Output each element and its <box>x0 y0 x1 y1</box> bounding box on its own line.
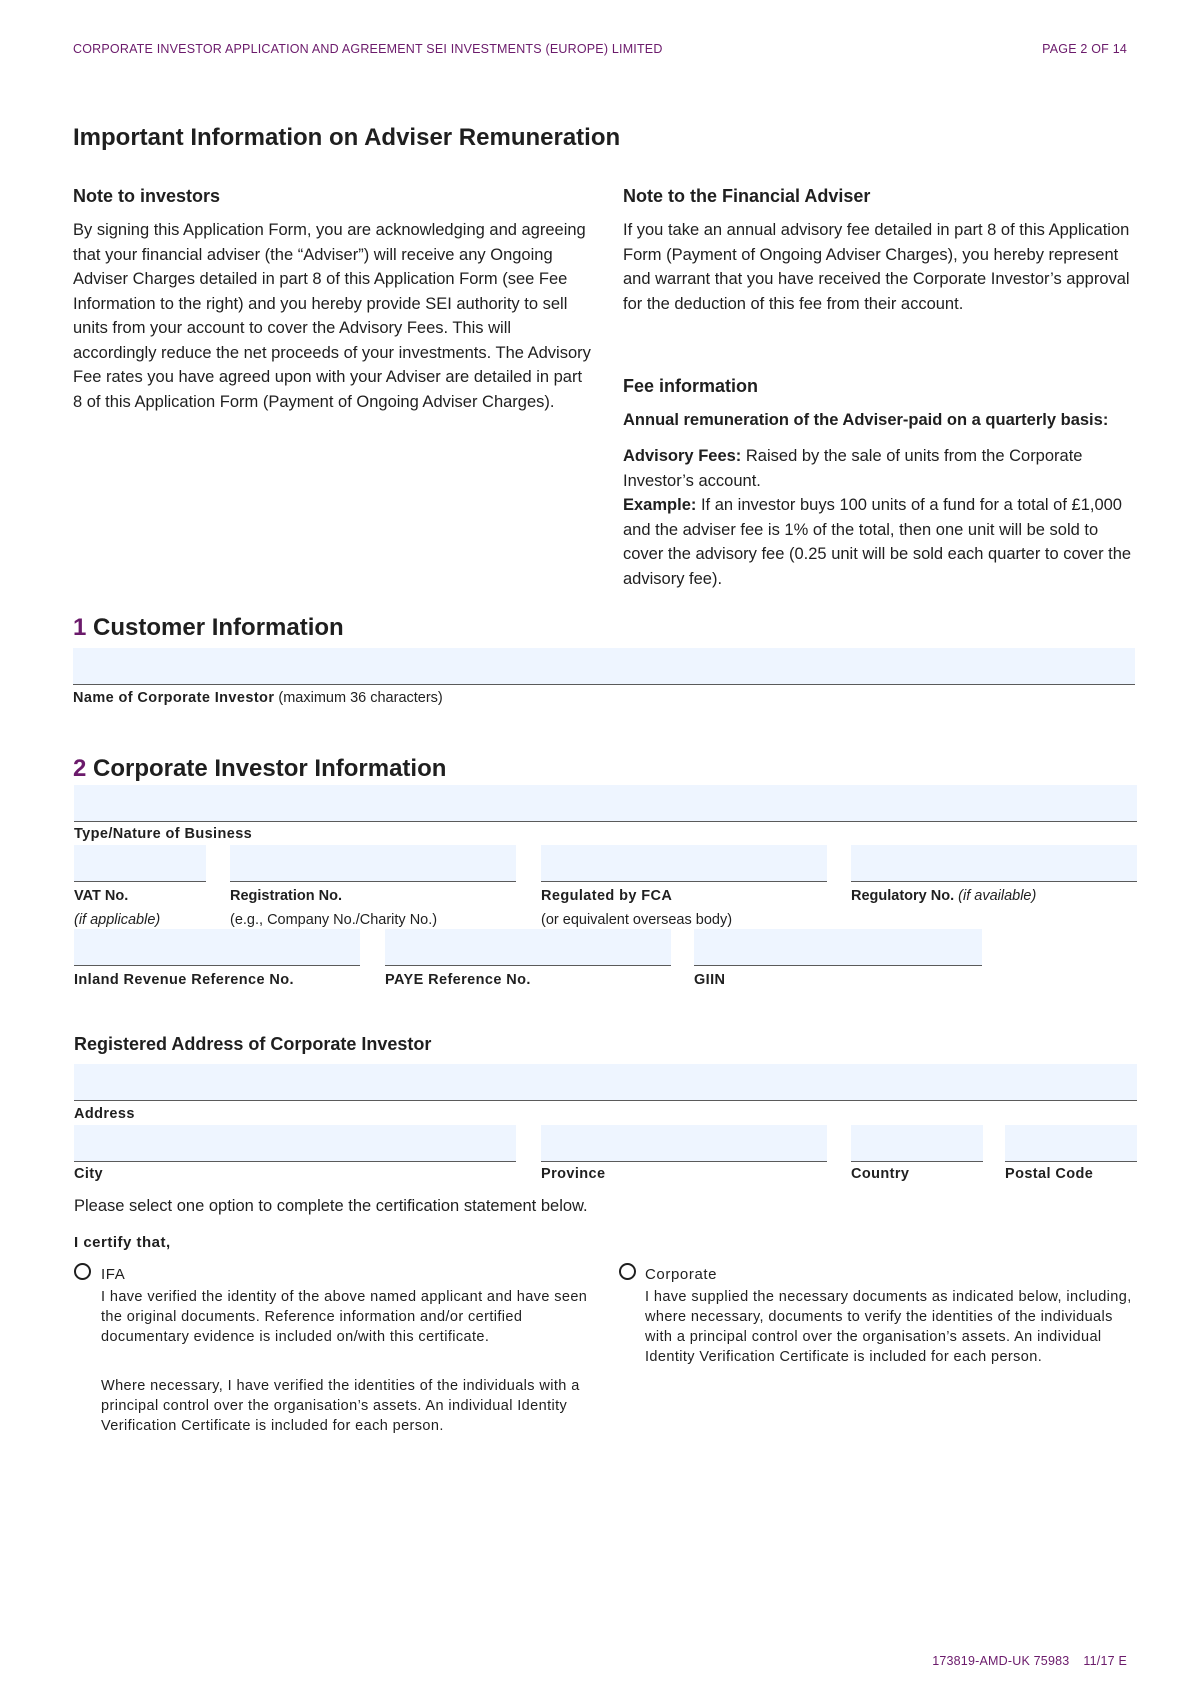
postal-code-field[interactable] <box>1005 1125 1137 1162</box>
fca-field[interactable] <box>541 845 827 882</box>
corporate-investor-name-label <box>73 690 443 706</box>
example-desc: If an investor buys 100 units of a fund for a total of £1,000 and the adviser fee is 1% of the total, then one unit will be sold to cover the advisory fee (0.25 unit will be sold each quarter to cover the advisory fee). <box>623 496 1132 588</box>
corporate-label[interactable]: Corporate <box>645 1266 718 1283</box>
business-type-field[interactable] <box>74 785 1137 822</box>
section2-title-text: Corporate Investor Information <box>86 755 447 782</box>
note-investors-heading: Note to investors <box>73 186 221 206</box>
regulatory-field[interactable] <box>851 845 1137 882</box>
ifa-text-1: I have verified the identity of the above named applicant and have seen the original documents. Reference information and/or certified documentary evidence is included on/with this certificate. <box>101 1289 588 1345</box>
province-field[interactable] <box>541 1125 827 1162</box>
regulatory-label-text: Regulatory No. <box>851 888 955 904</box>
country-label: Country <box>851 1166 910 1182</box>
ifa-radio[interactable] <box>74 1263 91 1280</box>
advisory-fees-text <box>623 444 1133 591</box>
giin-label: GIIN <box>694 972 726 988</box>
address-label: Address <box>74 1106 135 1122</box>
paye-label: PAYE Reference No. <box>385 972 531 988</box>
inland-revenue-label: Inland Revenue Reference No. <box>74 972 294 988</box>
section2-number: 2 <box>73 755 87 782</box>
fee-info-heading: Fee information <box>623 376 759 396</box>
section1-title-text: Customer Information <box>86 614 344 641</box>
postal-code-label: Postal Code <box>1005 1166 1094 1182</box>
fca-sub: (or equivalent overseas body) <box>541 912 733 928</box>
business-type-label: Type/Nature of Business <box>74 826 253 842</box>
footer-reference <box>918 1654 1127 1668</box>
name-label: Name of Corporate Investor <box>73 690 275 706</box>
footer-date: 11/17 E <box>1083 1654 1127 1668</box>
ifa-label[interactable]: IFA <box>101 1266 126 1283</box>
select-instruction: Please select one option to complete the certification statement below. <box>74 1197 588 1215</box>
registered-address-heading: Registered Address of Corporate Investor <box>74 1034 432 1054</box>
giin-field[interactable] <box>694 929 982 966</box>
corporate-radio[interactable] <box>619 1263 636 1280</box>
page-title: Important Information on Adviser Remuneration <box>73 124 621 151</box>
paye-field[interactable] <box>385 929 671 966</box>
note-adviser-heading: Note to the Financial Adviser <box>623 186 871 206</box>
registration-label: Registration No. <box>230 888 342 904</box>
footer-code: 173819-AMD-UK 75983 <box>932 1654 1070 1668</box>
example-label: Example: <box>623 496 697 514</box>
regulatory-hint: (if available) <box>954 888 1037 904</box>
city-field[interactable] <box>74 1125 516 1162</box>
corporate-investor-name-field[interactable] <box>73 648 1135 685</box>
corporate-text: I have supplied the necessary documents as indicated below, including, where necessary, documents to verify the identities of the individuals with a principal control over the organisation’s assets. An individual Identity Verification Certificate is included for each person. <box>645 1289 1132 1365</box>
ifa-text-2: Where necessary, I have verified the identities of the individuals with a principal control over the organisation’s assets. An individual Identity Verification Certificate is included for each person. <box>101 1378 580 1434</box>
registration-field[interactable] <box>230 845 516 882</box>
inland-revenue-field[interactable] <box>74 929 360 966</box>
registration-sub: (e.g., Company No./Charity No.) <box>230 912 438 928</box>
regulatory-label <box>851 888 1036 904</box>
page-number: PAGE 2 OF 14 <box>1042 42 1127 56</box>
province-label: Province <box>541 1166 606 1182</box>
note-adviser-text: If you take an annual advisory fee detailed in part 8 of this Application Form (Payment of Ongoing Adviser Charges), you hereby represent and warrant that you have received the Corporate Investor’s approval for the deduction of this fee from their account. <box>623 221 1130 313</box>
fca-label: Regulated by FCA <box>541 888 673 904</box>
name-hint: (maximum 36 characters) <box>274 690 443 706</box>
city-label: City <box>74 1166 103 1182</box>
advisory-fees-label: Advisory Fees: <box>623 447 742 465</box>
note-investors-text: By signing this Application Form, you are acknowledging and agreeing that your financial adviser (the “Adviser”) will receive any Ongoing Adviser Charges detailed in part 8 of this Application Form (see Fee Information to the right) and you hereby provide SEI authority to sell units from your account to cover the Advisory Fees. This will accordingly reduce the net proceeds of your investments. The Advisory Fee rates you have agreed upon with your Adviser are detailed in part 8 of this Application Form (Payment of Ongoing Adviser Charges). <box>73 221 591 411</box>
country-field[interactable] <box>851 1125 983 1162</box>
vat-label: VAT No. <box>74 888 129 904</box>
vat-sub: (if applicable) <box>74 912 161 928</box>
fee-info-subheading: Annual remuneration of the Adviser-paid on a quarterly basis: <box>623 411 1109 429</box>
certify-label: I certify that, <box>74 1234 171 1251</box>
vat-field[interactable] <box>74 845 206 882</box>
address-field[interactable] <box>74 1064 1137 1101</box>
section1-number: 1 <box>73 614 87 641</box>
header-title: CORPORATE INVESTOR APPLICATION AND AGREEMENT SEI INVESTMENTS (EUROPE) LIMITED <box>73 42 663 56</box>
section2-title <box>73 755 446 783</box>
section1-title <box>73 614 344 642</box>
advisory-fees-desc: Raised by the sale of units from the Corporate Investor’s account. <box>623 447 1083 490</box>
